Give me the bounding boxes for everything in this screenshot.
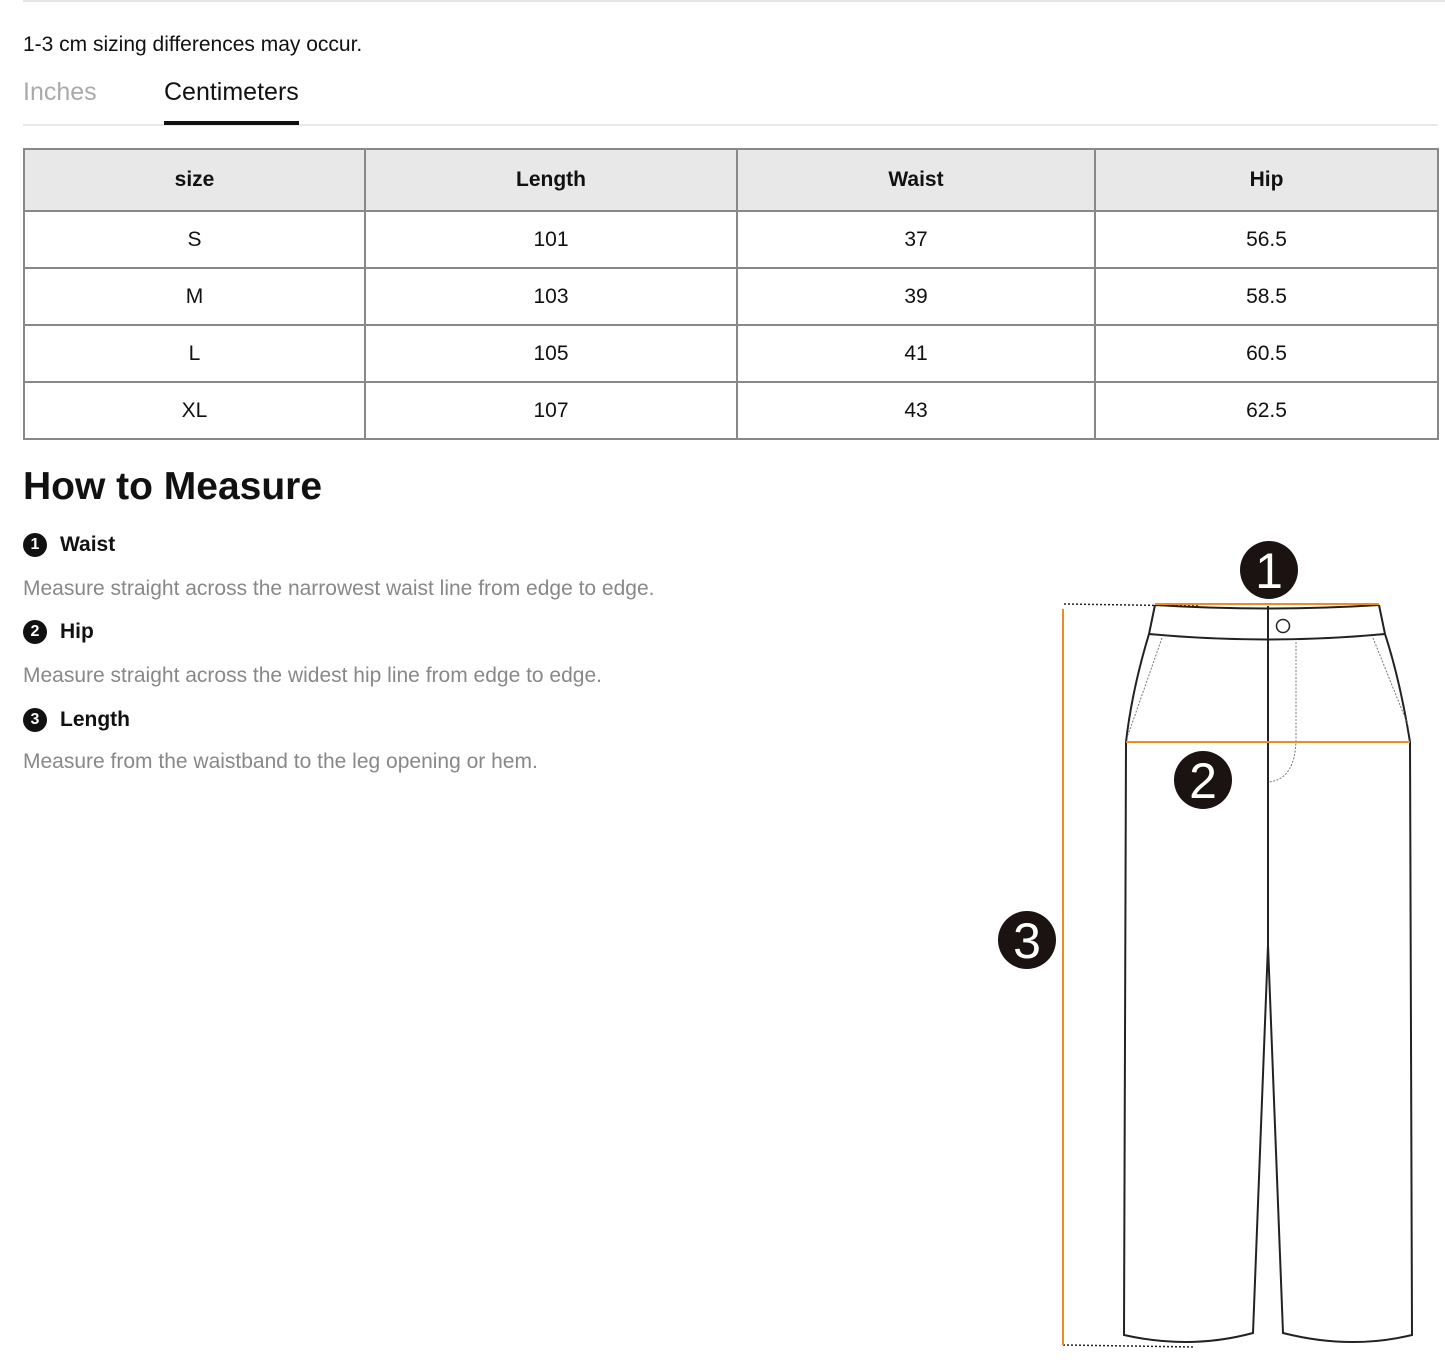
measure-item-waist [23, 533, 115, 557]
cell-waist: 39 [737, 268, 1095, 325]
pocket-left [1128, 638, 1162, 735]
cell-hip: 58.5 [1095, 268, 1438, 325]
how-to-measure-title: How to Measure [23, 465, 323, 508]
cell-length: 107 [365, 382, 737, 439]
length-guide-bottom [1063, 1345, 1195, 1347]
cell-waist: 37 [737, 211, 1095, 268]
cell-waist: 41 [737, 325, 1095, 382]
marker-2-icon [1174, 751, 1232, 809]
cell-hip: 62.5 [1095, 382, 1438, 439]
svg-text:3: 3 [1013, 913, 1041, 969]
measure-desc: Measure straight across the narrowest waist line from edge to edge. [23, 577, 655, 600]
header-hip: Hip [1095, 149, 1438, 211]
cell-hip: 60.5 [1095, 325, 1438, 382]
svg-text:1: 1 [1255, 543, 1283, 599]
cell-length: 101 [365, 211, 737, 268]
cell-size: XL [24, 382, 365, 439]
pants-diagram [990, 530, 1445, 1365]
header-size: size [24, 149, 365, 211]
cell-length: 105 [365, 325, 737, 382]
header-length: Length [365, 149, 737, 211]
button-icon [1277, 620, 1290, 633]
measure-label: Length [60, 708, 130, 731]
measure-label: Hip [60, 620, 94, 643]
measure-label: Waist [60, 533, 116, 556]
measure-desc: Measure from the waistband to the leg opening or hem. [23, 750, 538, 773]
cell-size: L [24, 325, 365, 382]
table-header-row [24, 149, 1438, 211]
number-1-icon: 1 [23, 533, 47, 557]
sizing-note: 1-3 cm sizing differences may occur. [23, 33, 363, 56]
measure-desc: Measure straight across the widest hip line from edge to edge. [23, 664, 602, 687]
size-table [23, 148, 1439, 440]
cell-hip: 56.5 [1095, 211, 1438, 268]
number-2-icon: 2 [23, 620, 47, 644]
cell-size: S [24, 211, 365, 268]
fly-stitch [1268, 642, 1296, 782]
measure-item-length [23, 708, 130, 732]
table-row [24, 268, 1438, 325]
top-divider [23, 0, 1445, 2]
table-row [24, 382, 1438, 439]
cell-size: M [24, 268, 365, 325]
svg-text:2: 2 [1189, 753, 1217, 809]
marker-3-icon [998, 911, 1056, 969]
measure-item-hip [23, 620, 94, 644]
cell-waist: 43 [737, 382, 1095, 439]
table-row [24, 211, 1438, 268]
header-waist: Waist [737, 149, 1095, 211]
tab-centimeters[interactable]: Centimeters [164, 78, 299, 125]
number-3-icon: 3 [23, 708, 47, 732]
table-row [24, 325, 1438, 382]
tab-inches[interactable]: Inches [23, 78, 97, 106]
unit-tabs [23, 78, 1438, 126]
cell-length: 103 [365, 268, 737, 325]
marker-1-icon [1240, 541, 1298, 599]
